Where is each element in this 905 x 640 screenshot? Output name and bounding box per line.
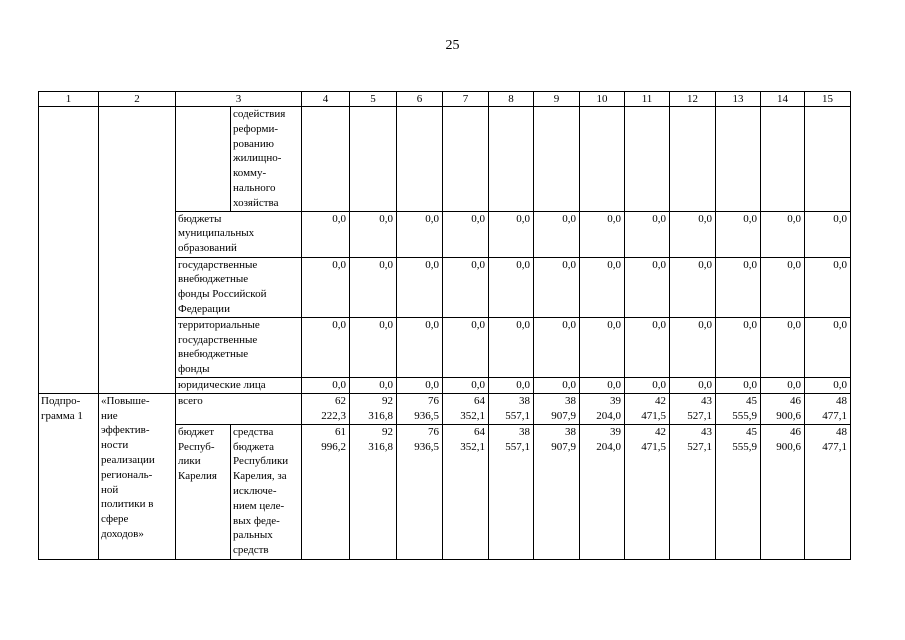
header-cell: 15 [805, 92, 851, 107]
value-cell: 0,0 [761, 377, 805, 393]
value-cell: 0,0 [443, 377, 489, 393]
value-cell [670, 107, 716, 212]
value-cell: 0,0 [580, 317, 625, 377]
value-cell: 39 204,0 [580, 393, 625, 424]
value-cell: 46 900,6 [761, 424, 805, 559]
value-cell: 0,0 [534, 377, 580, 393]
value-cell: 0,0 [397, 257, 443, 317]
value-cell: 0,0 [350, 211, 397, 257]
value-cell: 0,0 [397, 377, 443, 393]
value-cell: 48 477,1 [805, 393, 851, 424]
empty-cell [176, 107, 231, 212]
value-cell: 48 477,1 [805, 424, 851, 559]
value-cell: 0,0 [443, 257, 489, 317]
empty-cell [99, 107, 176, 394]
header-cell: 9 [534, 92, 580, 107]
table-row [39, 107, 851, 212]
value-cell: 0,0 [302, 211, 350, 257]
value-cell: 45 555,9 [716, 424, 761, 559]
value-cell: 0,0 [580, 211, 625, 257]
value-cell [397, 107, 443, 212]
value-cell: 76 936,5 [397, 424, 443, 559]
value-cell: 0,0 [580, 257, 625, 317]
value-cell: 43 527,1 [670, 424, 716, 559]
value-cell: 0,0 [443, 211, 489, 257]
empty-cell [39, 107, 99, 394]
value-cell: 64 352,1 [443, 393, 489, 424]
value-cell [761, 107, 805, 212]
header-cell: 1 [39, 92, 99, 107]
value-cell: 0,0 [580, 377, 625, 393]
value-cell: 0,0 [397, 211, 443, 257]
value-cell: 0,0 [489, 257, 534, 317]
value-cell [580, 107, 625, 212]
value-cell [350, 107, 397, 212]
value-cell: 0,0 [489, 377, 534, 393]
value-cell: 0,0 [716, 377, 761, 393]
row-label: территориальные государственные внебюджетные фонды [176, 317, 302, 377]
header-cell: 4 [302, 92, 350, 107]
header-cell: 14 [761, 92, 805, 107]
value-cell: 0,0 [625, 211, 670, 257]
value-cell: 0,0 [350, 257, 397, 317]
value-cell: 0,0 [350, 377, 397, 393]
value-cell: 0,0 [716, 211, 761, 257]
header-cell: 2 [99, 92, 176, 107]
header-cell: 3 [176, 92, 302, 107]
value-cell: 92 316,8 [350, 424, 397, 559]
value-cell: 0,0 [761, 317, 805, 377]
value-cell: 0,0 [805, 317, 851, 377]
value-cell: 0,0 [489, 211, 534, 257]
row-label: бюджеты муниципальных образований [176, 211, 302, 257]
value-cell [625, 107, 670, 212]
header-cell: 12 [670, 92, 716, 107]
value-cell: 0,0 [805, 377, 851, 393]
header-cell: 8 [489, 92, 534, 107]
value-cell: 39 204,0 [580, 424, 625, 559]
budget-source: бюджет Респуб- лики Карелия [176, 424, 231, 559]
header-row [39, 92, 851, 107]
value-cell: 38 907,9 [534, 393, 580, 424]
value-cell: 0,0 [534, 317, 580, 377]
header-cell: 13 [716, 92, 761, 107]
value-cell: 0,0 [670, 257, 716, 317]
value-cell: 45 555,9 [716, 393, 761, 424]
value-cell [302, 107, 350, 212]
subprogram-title: «Повыше- ние эффектив- ности реализации региональ- ной политики в сфере доходов» [99, 393, 176, 559]
value-cell: 0,0 [397, 317, 443, 377]
header-cell: 6 [397, 92, 443, 107]
value-cell: 64 352,1 [443, 424, 489, 559]
row-label: всего [176, 393, 302, 424]
value-cell: 0,0 [716, 257, 761, 317]
value-cell: 0,0 [716, 317, 761, 377]
value-cell: 0,0 [761, 211, 805, 257]
table-row [39, 393, 851, 424]
value-cell: 0,0 [302, 377, 350, 393]
value-cell: 0,0 [443, 317, 489, 377]
value-cell [716, 107, 761, 212]
value-cell: 0,0 [489, 317, 534, 377]
value-cell: 38 557,1 [489, 393, 534, 424]
value-cell: 0,0 [302, 317, 350, 377]
value-cell: 38 557,1 [489, 424, 534, 559]
value-cell: 0,0 [625, 377, 670, 393]
value-cell: 0,0 [670, 211, 716, 257]
value-cell [443, 107, 489, 212]
value-cell: 42 471,5 [625, 424, 670, 559]
value-cell: 0,0 [534, 211, 580, 257]
value-cell: 0,0 [534, 257, 580, 317]
row-label: содействия реформи- рованию жилищно- комму- нального хозяйства [231, 107, 302, 212]
value-cell: 43 527,1 [670, 393, 716, 424]
value-cell: 62 222,3 [302, 393, 350, 424]
value-cell: 0,0 [670, 377, 716, 393]
value-cell [489, 107, 534, 212]
value-cell: 61 996,2 [302, 424, 350, 559]
value-cell: 0,0 [350, 317, 397, 377]
value-cell: 46 900,6 [761, 393, 805, 424]
header-cell: 5 [350, 92, 397, 107]
value-cell: 0,0 [670, 317, 716, 377]
header-cell: 10 [580, 92, 625, 107]
header-cell: 7 [443, 92, 489, 107]
value-cell: 92 316,8 [350, 393, 397, 424]
budget-table [38, 91, 851, 560]
subprogram-number: Подпро- грамма 1 [39, 393, 99, 559]
row-label: государственные внебюджетные фонды Российской Федерации [176, 257, 302, 317]
page-number: 25 [445, 38, 460, 53]
value-cell: 0,0 [625, 257, 670, 317]
header-cell: 11 [625, 92, 670, 107]
value-cell: 0,0 [625, 317, 670, 377]
value-cell [805, 107, 851, 212]
value-cell: 42 471,5 [625, 393, 670, 424]
value-cell: 0,0 [805, 257, 851, 317]
value-cell: 0,0 [302, 257, 350, 317]
value-cell: 0,0 [761, 257, 805, 317]
value-cell: 0,0 [805, 211, 851, 257]
value-cell: 76 936,5 [397, 393, 443, 424]
value-cell [534, 107, 580, 212]
value-cell: 38 907,9 [534, 424, 580, 559]
row-label: средства бюджета Республики Карелия, за исключе- нием целе- вых феде- ральных средств [231, 424, 302, 559]
row-label: юридические лица [176, 377, 302, 393]
